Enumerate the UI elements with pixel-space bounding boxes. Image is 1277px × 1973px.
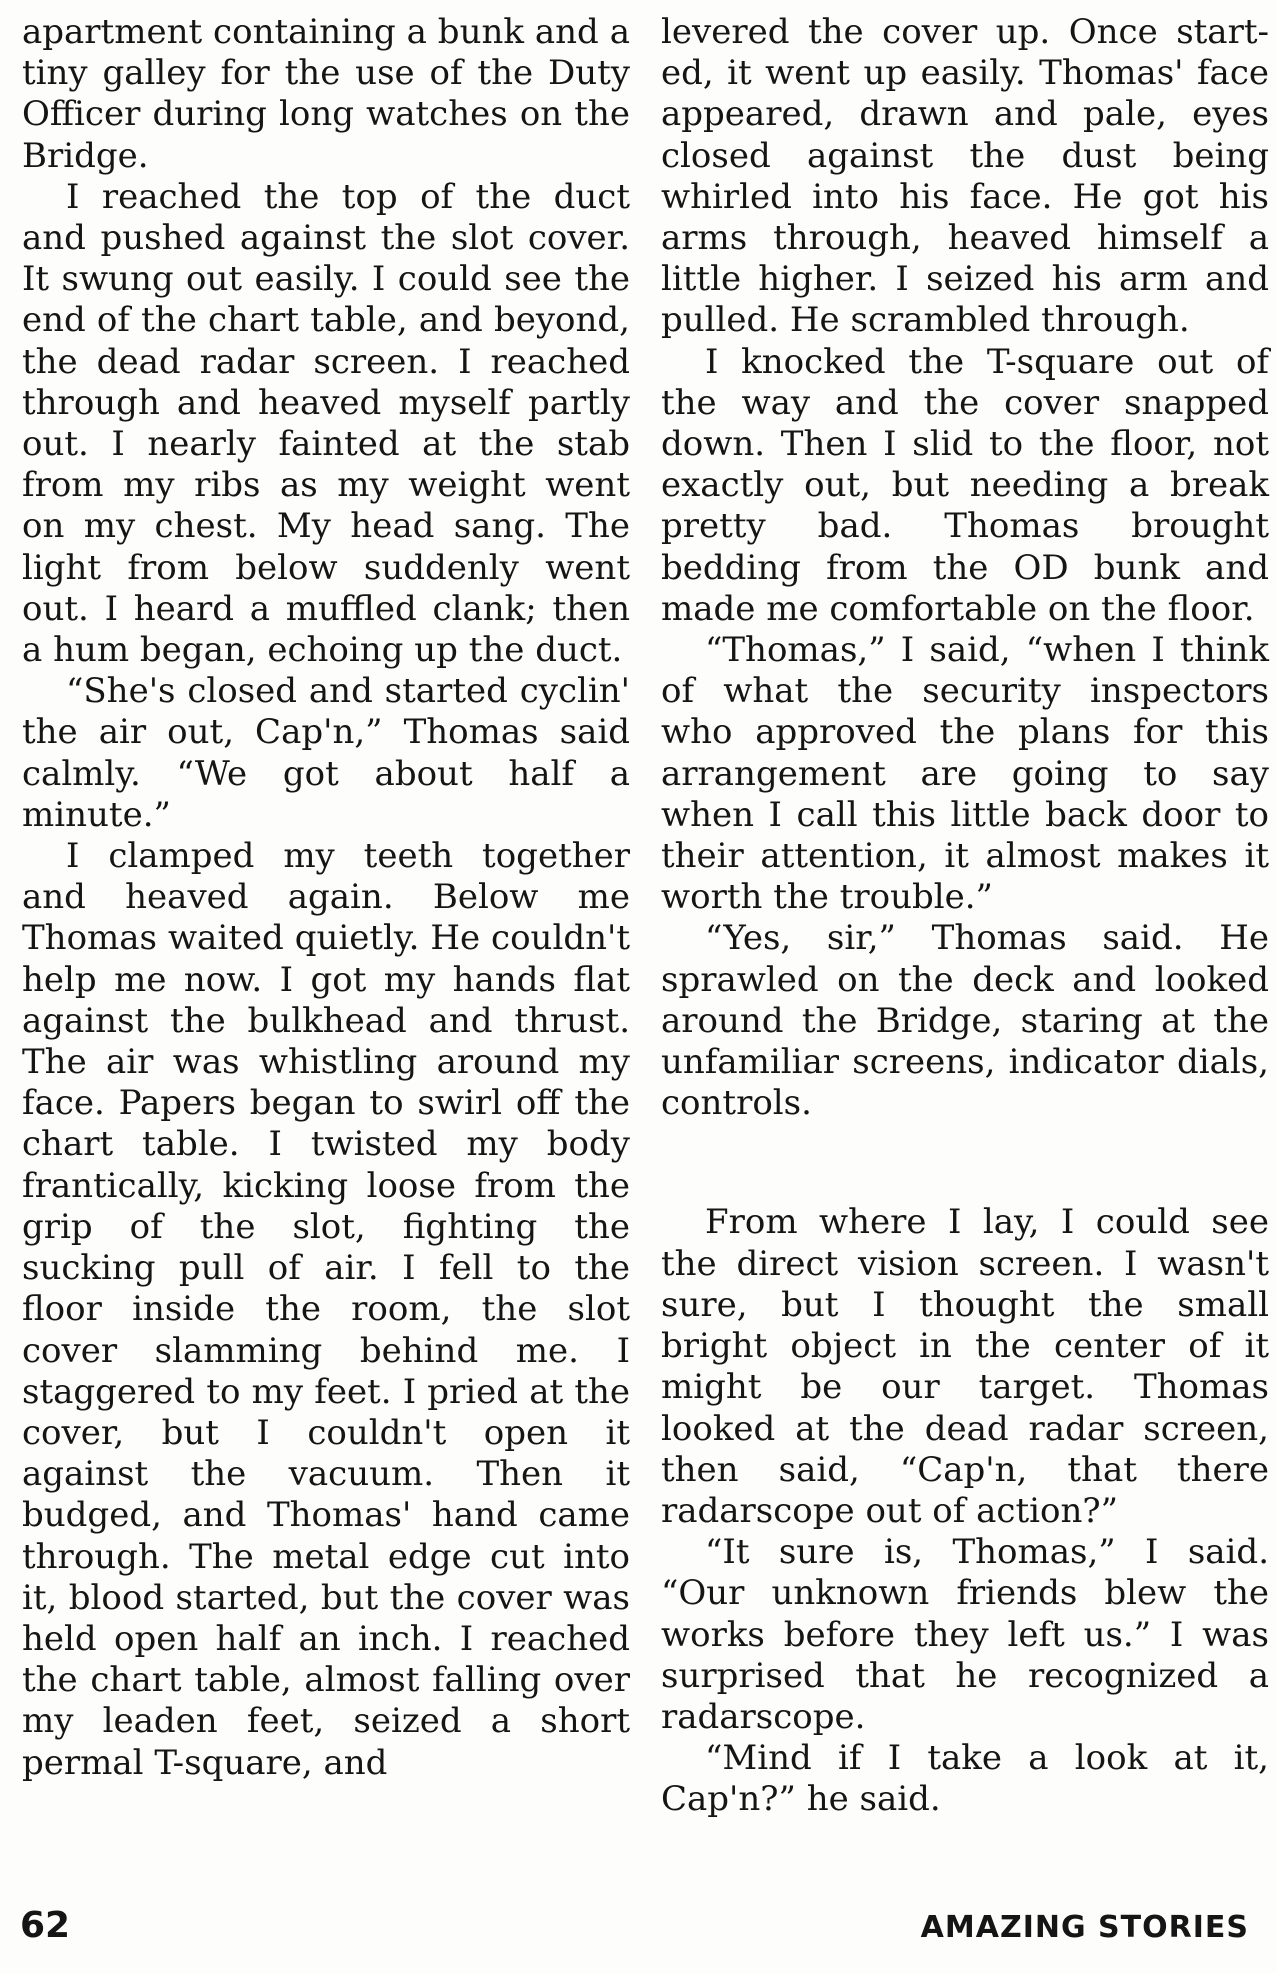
left-text-column	[22, 12, 630, 1784]
paragraph: apartment containing a bunk and a tiny galley for the use of the Duty Officer during long watches on the Bridge.	[22, 12, 630, 176]
page-number: 62	[20, 1905, 71, 1946]
paragraph: levered the cover up. Once started, it went up easily. Thomas' face appeared, drawn and pale, eyes closed against the dust being whirled into his face. He got his arms through, heaved himself a little higher. I seized his arm and pulled. He scrambled through.	[661, 12, 1269, 341]
paragraph: I knocked the T-square out of the way and the cover snapped down. Then I slid to the floor, not exactly out, but needing a break pretty bad. Thomas brought bedding from the OD bunk and made me comfortable on the floor.	[661, 341, 1269, 629]
paragraph: “Thomas,” I said, “when I think of what the security inspectors who approved the plans for this arrangement are going to say when I call this little back door to their attention, it almost makes it worth the trouble.”	[661, 630, 1269, 918]
paragraph: “Yes, sir,” Thomas said. He sprawled on the deck and looked around the Bridge, staring at the unfamiliar screens, indicator dials, controls.	[661, 918, 1269, 1124]
paragraph: I clamped my teeth together and heaved again. Below me Thomas waited quietly. He couldn't help me now. I got my hands flat against the bulkhead and thrust. The air was whistling around my face. Papers began to swirl off the chart table. I twisted my body frantically, kicking loose from the grip of the slot, fighting the sucking pull of air. I fell to the floor inside the room, the slot cover slamming behind me. I staggered to my feet. I pried at the cover, but I couldn't open it against the vacuum. Then it budged, and Thomas' hand came through. The metal edge cut into it, blood started, but the cover was held open half an inch. I reached the chart table, almost falling over my leaden feet, seized a short permal T-square, and	[22, 836, 630, 1783]
paragraph: “She's closed and started cyclin' the air out, Cap'n,” Thomas said calmly. “We got about half a minute.”	[22, 671, 630, 835]
magazine-title-footer: AMAZING STORIES	[920, 1910, 1249, 1945]
paragraph-section-start: From where I lay, I could see the direct vision screen. I wasn't sure, but I thought the small bright object in the center of it might be our target. Thomas looked at the dead radar screen, then said, “Cap'n, that there radarscope out of action?”	[661, 1202, 1269, 1531]
paragraph: “Mind if I take a look at it, Cap'n?” he said.	[661, 1738, 1269, 1820]
paragraph: “It sure is, Thomas,” I said. “Our unknown friends blew the works before they left us.” I was surprised that he recognized a radarscope.	[661, 1532, 1269, 1737]
paragraph: I reached the top of the duct and pushed against the slot cover. It swung out easily. I could see the end of the chart table, and beyond, the dead radar screen. I reached through and heaved myself partly out. I nearly fainted at the stab from my ribs as my weight went on my chest. My head sang. The light from below suddenly went out. I heard a muffled clank; then a hum began, echoing up the duct.	[22, 176, 630, 671]
right-text-column	[661, 12, 1269, 1821]
